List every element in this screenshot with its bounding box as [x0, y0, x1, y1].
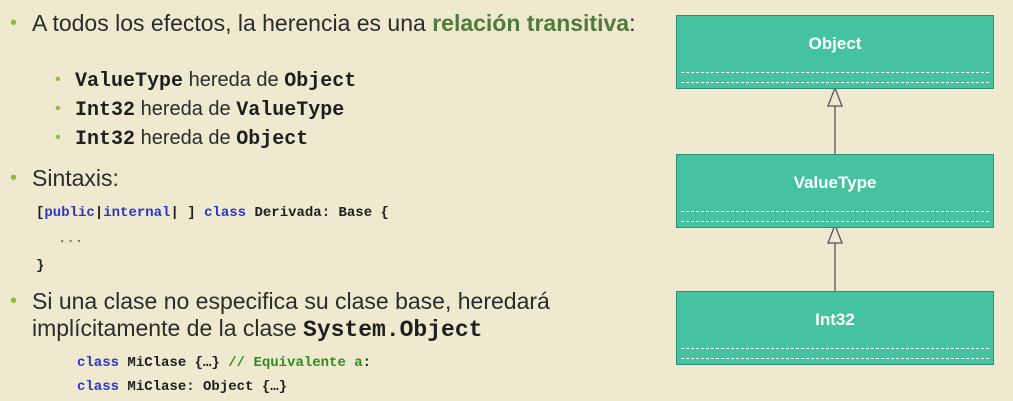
bullet-dot: • [55, 129, 61, 146]
emphasis-transitive: relación transitiva [432, 10, 630, 36]
bullet-dot: • [55, 71, 61, 88]
inherits-text: hereda de [135, 127, 237, 149]
system-object-code: System.Object [303, 317, 483, 343]
uml-class-name: ValueType [793, 173, 877, 192]
base-type-name: Object [236, 128, 309, 151]
inherits-text: hereda de [135, 98, 237, 120]
code-comment: // Equivalente a [228, 355, 363, 371]
base-type-name: Object [284, 70, 357, 93]
uml-attributes [677, 212, 993, 221]
syntax-code-line2: ... [58, 231, 84, 247]
bullet-dot: • [55, 100, 61, 117]
keyword-class: class [77, 379, 120, 395]
arrow-head-valuetype-object [828, 88, 842, 106]
bullet-line2: implícitamente de la clase [32, 315, 304, 341]
keyword-class: class [77, 355, 120, 371]
code-token: | [94, 205, 104, 221]
keyword-public: public [44, 205, 95, 221]
uml-class-object[interactable] [676, 15, 994, 89]
bullet-text-start: A todos los efectos, la herencia es una [32, 10, 433, 36]
keyword-class: class [204, 205, 247, 221]
code-token: [ [36, 205, 45, 221]
code-token: MiClase {…} [119, 355, 229, 371]
code-token: : [362, 355, 372, 371]
uml-attributes [677, 73, 993, 82]
bullet-dot: • [10, 12, 18, 34]
bullet-dot: • [10, 290, 18, 312]
code-token: Derivada: Base { [246, 205, 389, 221]
base-type-name: ValueType [236, 99, 345, 122]
uml-class-name: Int32 [815, 310, 855, 329]
uml-operations [677, 222, 993, 227]
keyword-internal: internal [103, 205, 171, 221]
uml-class-name: Object [808, 34, 862, 53]
code-token: | ] [170, 205, 196, 221]
inherits-text: hereda de [183, 69, 285, 91]
uml-class-valuetype[interactable] [676, 154, 994, 228]
type-name: Int32 [75, 128, 136, 151]
uml-attributes [677, 349, 993, 358]
type-name: ValueType [75, 70, 184, 93]
bullet-line1: Si una clase no especifica su clase base, heredará [32, 288, 550, 314]
bullet-text-end: : [629, 10, 636, 36]
uml-operations [677, 359, 993, 364]
type-name: Int32 [75, 99, 136, 122]
bullet-dot: • [10, 167, 18, 189]
bullet-text: Sintaxis: [32, 165, 119, 191]
uml-class-int32[interactable] [676, 291, 994, 365]
uml-operations [677, 83, 993, 88]
syntax-code-line3: } [36, 258, 45, 274]
code-token: MiClase: Object {…} [119, 379, 288, 395]
